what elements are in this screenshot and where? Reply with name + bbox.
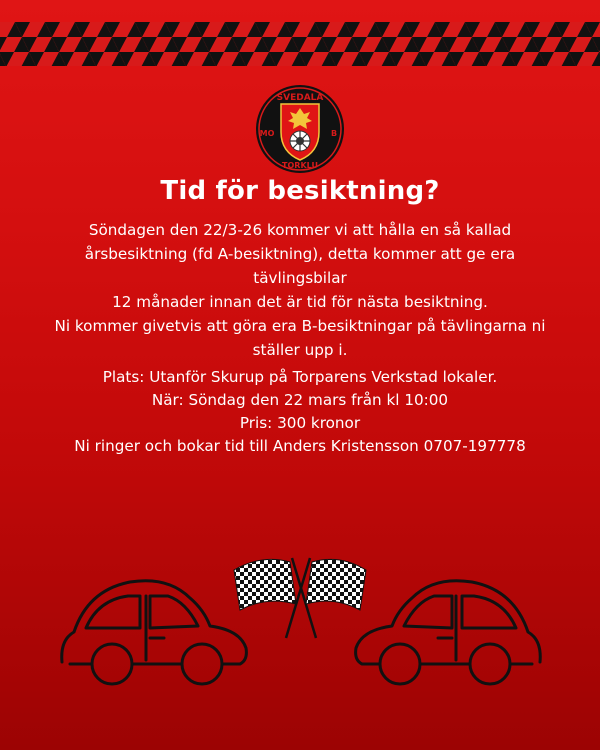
- description-line: ställer upp i.: [252, 341, 348, 359]
- event-info: [0, 366, 600, 458]
- club-name-bottom: TORKLU: [282, 161, 318, 170]
- club-name-top: SVEDALA: [276, 93, 324, 103]
- race-scene: [0, 540, 600, 700]
- checkered-band-icon: [0, 22, 600, 66]
- poster-title: Tid för besiktning?: [160, 176, 440, 206]
- description-line: årsbesiktning (fd A-besiktning), detta kommer att ge era tävlingsbilar: [84, 245, 516, 287]
- club-name-left: MO: [259, 129, 275, 138]
- info-price: Pris: 300 kronor: [239, 414, 361, 432]
- info-location: Plats: Utanför Skurup på Torparens Verkstad lokaler.: [102, 368, 498, 386]
- club-badge-icon: [255, 84, 345, 174]
- description: [40, 218, 560, 362]
- description-line: Ni kommer givetvis att göra era B-besiktningar på tävlingarna ni: [54, 317, 546, 335]
- info-booking: Ni ringer och bokar tid till Anders Kristensson 0707-197778: [74, 437, 526, 455]
- crossed-checkered-flags-icon: [234, 558, 366, 638]
- description-line: 12 månader innan det är tid för nästa besiktning.: [112, 293, 488, 311]
- race-car-right-icon: [356, 581, 541, 684]
- info-time: När: Söndag den 22 mars från kl 10:00: [151, 391, 449, 409]
- race-car-left-icon: [62, 581, 247, 684]
- description-line: Söndagen den 22/3-26 kommer vi att hålla en så kallad: [88, 221, 512, 239]
- club-name-right: B: [330, 129, 338, 138]
